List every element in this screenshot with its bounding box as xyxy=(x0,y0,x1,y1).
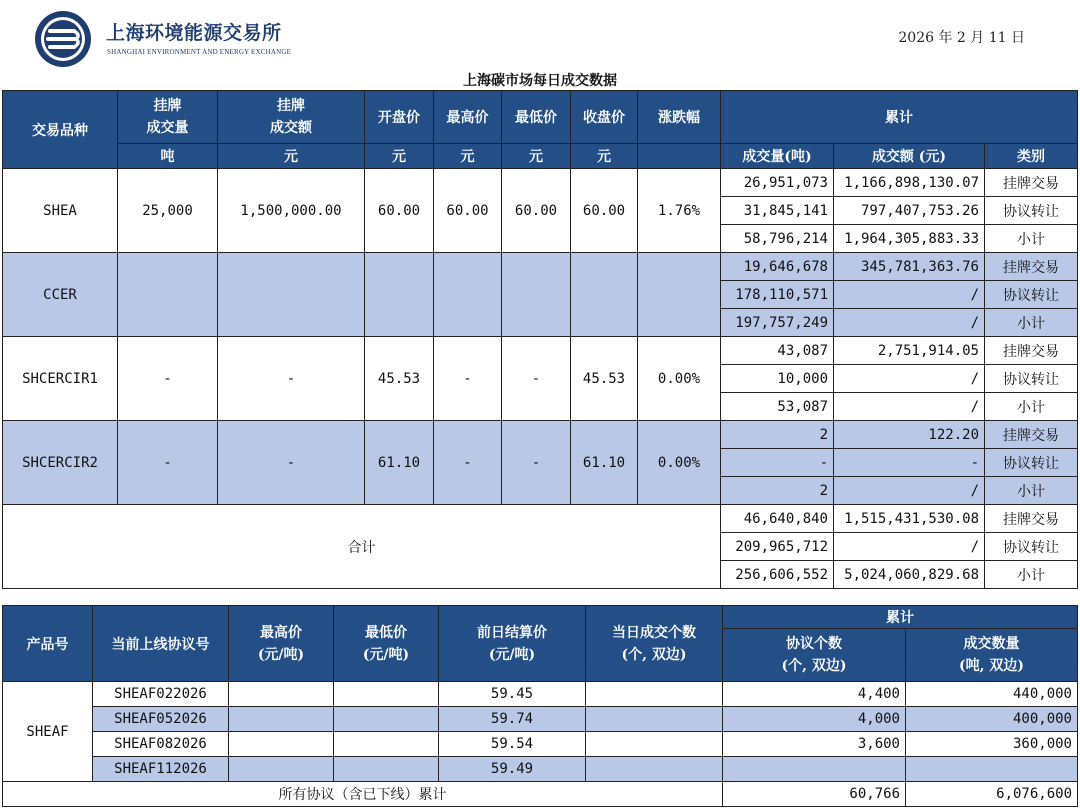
cum-type: 挂牌交易 xyxy=(985,169,1078,197)
cum-amount: / xyxy=(834,477,985,505)
col-header-high: 最高价 xyxy=(434,91,502,144)
high-price xyxy=(434,253,502,337)
low-price xyxy=(502,253,571,337)
cum-amount: 1,964,305,883.33 xyxy=(834,225,985,253)
contract-code: SHEAF022026 xyxy=(93,682,229,707)
unit-high: 元 xyxy=(434,144,502,169)
cum-volume: 440,000 xyxy=(906,682,1078,707)
today-count xyxy=(586,732,723,757)
open-price: 45.53 xyxy=(365,337,434,421)
contract-code: SHEAF052026 xyxy=(93,707,229,732)
cum-type: 小计 xyxy=(985,309,1078,337)
high-price xyxy=(229,682,334,707)
change-pct: 1.76% xyxy=(638,169,721,253)
col-header-cum-volume: 成交数量 (吨, 双边) xyxy=(906,629,1078,682)
high-price xyxy=(229,707,334,732)
high-price: 60.00 xyxy=(434,169,502,253)
total-volume: 256,606,552 xyxy=(721,561,834,589)
product-name: SHCERCIR2 xyxy=(3,421,118,505)
close-price: 45.53 xyxy=(571,337,638,421)
unit-close: 元 xyxy=(571,144,638,169)
contract-code: SHEAF112026 xyxy=(93,757,229,782)
prev-settle-price: 59.54 xyxy=(439,732,586,757)
open-price xyxy=(365,253,434,337)
col-header-change: 涨跌幅 xyxy=(638,91,721,144)
cum-amount: 2,751,914.05 xyxy=(834,337,985,365)
cum-type: 协议转让 xyxy=(985,281,1078,309)
unit-volume: 吨 xyxy=(118,144,218,169)
cum-count: 3,600 xyxy=(723,732,906,757)
listed-volume: 25,000 xyxy=(118,169,218,253)
cum-amount: / xyxy=(834,365,985,393)
exchange-logo xyxy=(34,10,334,66)
listed-amount: - xyxy=(218,337,365,421)
cum-amount: 797,407,753.26 xyxy=(834,197,985,225)
cum-type: 挂牌交易 xyxy=(985,421,1078,449)
cum-volume: 178,110,571 xyxy=(721,281,834,309)
open-price: 60.00 xyxy=(365,169,434,253)
cum-type: 小计 xyxy=(985,477,1078,505)
cum-amount: / xyxy=(834,393,985,421)
cum-volume: 43,087 xyxy=(721,337,834,365)
cum-type: 小计 xyxy=(985,393,1078,421)
change-pct xyxy=(638,253,721,337)
table-row xyxy=(3,707,1078,732)
col-header-today-count: 当日成交个数 (个, 双边) xyxy=(586,606,723,682)
product-name: CCER xyxy=(3,253,118,337)
unit-low: 元 xyxy=(502,144,571,169)
unit-open: 元 xyxy=(365,144,434,169)
high-price xyxy=(229,732,334,757)
cum-type: 挂牌交易 xyxy=(985,253,1078,281)
listed-volume xyxy=(118,253,218,337)
total-cum-volume: 6,076,600 xyxy=(906,782,1078,807)
futures-contract-table xyxy=(2,605,1078,807)
high-price xyxy=(229,757,334,782)
prev-settle-price: 59.49 xyxy=(439,757,586,782)
low-price xyxy=(334,707,439,732)
cum-type: 协议转让 xyxy=(985,365,1078,393)
listed-volume: - xyxy=(118,337,218,421)
low-price: - xyxy=(502,337,571,421)
cum-volume: 10,000 xyxy=(721,365,834,393)
col-header-prev-settle: 前日结算价 (元/吨) xyxy=(439,606,586,682)
cum-amount: - xyxy=(834,449,985,477)
table-row xyxy=(3,169,1078,197)
cum-type: 挂牌交易 xyxy=(985,337,1078,365)
cum-type: 协议转让 xyxy=(985,449,1078,477)
close-price xyxy=(571,253,638,337)
change-pct: 0.00% xyxy=(638,421,721,505)
total-volume: 209,965,712 xyxy=(721,533,834,561)
low-price xyxy=(334,682,439,707)
change-pct: 0.00% xyxy=(638,337,721,421)
product-code: SHEAF xyxy=(3,682,93,782)
product-name: SHEA xyxy=(3,169,118,253)
total-amount: / xyxy=(834,533,985,561)
header-row xyxy=(3,91,1078,144)
today-count xyxy=(586,757,723,782)
table-row xyxy=(3,253,1078,281)
close-price: 61.10 xyxy=(571,421,638,505)
col-header-close: 收盘价 xyxy=(571,91,638,144)
product-name: SHCERCIR1 xyxy=(3,337,118,421)
today-count xyxy=(586,707,723,732)
unit-change xyxy=(638,144,721,169)
total-row xyxy=(3,782,1078,807)
report-title: 上海碳市场每日成交数据 xyxy=(463,73,617,89)
table-row xyxy=(3,337,1078,365)
total-label: 所有协议（含已下线）累计 xyxy=(3,782,723,807)
col-header-open: 开盘价 xyxy=(365,91,434,144)
listed-amount: 1,500,000.00 xyxy=(218,169,365,253)
today-count xyxy=(586,682,723,707)
report-date: 2026 年 2 月 11 日 xyxy=(898,30,1025,46)
cum-volume: 58,796,214 xyxy=(721,225,834,253)
col-header-listed-amount: 挂牌 成交额 xyxy=(218,91,365,144)
col-header-low: 最低价 xyxy=(502,91,571,144)
table-row xyxy=(3,757,1078,782)
cum-count: 4,400 xyxy=(723,682,906,707)
listed-volume: - xyxy=(118,421,218,505)
total-amount: 5,024,060,829.68 xyxy=(834,561,985,589)
high-price: - xyxy=(434,421,502,505)
cum-volume: 400,000 xyxy=(906,707,1078,732)
unit-row xyxy=(3,144,1078,169)
total-cum-count: 60,766 xyxy=(723,782,906,807)
close-price: 60.00 xyxy=(571,169,638,253)
col-header-cumulative: 累计 xyxy=(723,606,1078,629)
contract-code: SHEAF082026 xyxy=(93,732,229,757)
total-type: 协议转让 xyxy=(985,533,1078,561)
high-price: - xyxy=(434,337,502,421)
org-name-cn: 上海环境能源交易所 xyxy=(106,22,282,44)
cum-volume xyxy=(906,757,1078,782)
prev-settle-price: 59.45 xyxy=(439,682,586,707)
low-price: 60.00 xyxy=(502,169,571,253)
col-header-product: 交易品种 xyxy=(3,91,118,169)
total-label: 合计 xyxy=(3,505,721,589)
cum-volume: 53,087 xyxy=(721,393,834,421)
cum-type: 协议转让 xyxy=(985,197,1078,225)
col-header-cumulative: 累计 xyxy=(721,91,1078,144)
cum-amount: 122.20 xyxy=(834,421,985,449)
cum-amount: / xyxy=(834,281,985,309)
col-header-listed-volume: 挂牌 成交量 xyxy=(118,91,218,144)
cum-volume: 26,951,073 xyxy=(721,169,834,197)
unit-amount: 元 xyxy=(218,144,365,169)
cum-volume: 197,757,249 xyxy=(721,309,834,337)
cum-count xyxy=(723,757,906,782)
open-price: 61.10 xyxy=(365,421,434,505)
total-volume: 46,640,840 xyxy=(721,505,834,533)
cum-count: 4,000 xyxy=(723,707,906,732)
org-name-en: SHANGHAI ENVIRONMENT AND ENERGY EXCHANGE xyxy=(107,48,292,56)
col-header-high: 最高价 (元/吨) xyxy=(229,606,334,682)
col-header-product: 产品号 xyxy=(3,606,93,682)
col-header-cum-count: 协议个数 (个, 双边) xyxy=(723,629,906,682)
table-row xyxy=(3,421,1078,449)
low-price xyxy=(334,732,439,757)
cum-volume: 2 xyxy=(721,477,834,505)
cum-type: 小计 xyxy=(985,225,1078,253)
cum-volume: 31,845,141 xyxy=(721,197,834,225)
col-header-low: 最低价 (元/吨) xyxy=(334,606,439,682)
col-header-cum-type: 类别 xyxy=(985,144,1078,169)
cum-amount: 345,781,363.76 xyxy=(834,253,985,281)
col-header-cum-amount: 成交额 (元) xyxy=(834,144,985,169)
prev-settle-price: 59.74 xyxy=(439,707,586,732)
table-row xyxy=(3,732,1078,757)
low-price: - xyxy=(502,421,571,505)
col-header-contract: 当前上线协议号 xyxy=(93,606,229,682)
total-type: 挂牌交易 xyxy=(985,505,1078,533)
daily-trading-table xyxy=(2,90,1078,589)
col-header-cum-volume: 成交量(吨) xyxy=(721,144,834,169)
cum-amount: 1,166,898,130.07 xyxy=(834,169,985,197)
cum-volume: 360,000 xyxy=(906,732,1078,757)
cum-amount: / xyxy=(834,309,985,337)
listed-amount xyxy=(218,253,365,337)
exchange-logo-icon xyxy=(34,10,92,68)
cum-volume: 2 xyxy=(721,421,834,449)
total-row xyxy=(3,505,1078,533)
table-row xyxy=(3,682,1078,707)
cum-volume: 19,646,678 xyxy=(721,253,834,281)
total-amount: 1,515,431,530.08 xyxy=(834,505,985,533)
listed-amount: - xyxy=(218,421,365,505)
header-row xyxy=(3,606,1078,629)
cum-volume: - xyxy=(721,449,834,477)
total-type: 小计 xyxy=(985,561,1078,589)
low-price xyxy=(334,757,439,782)
